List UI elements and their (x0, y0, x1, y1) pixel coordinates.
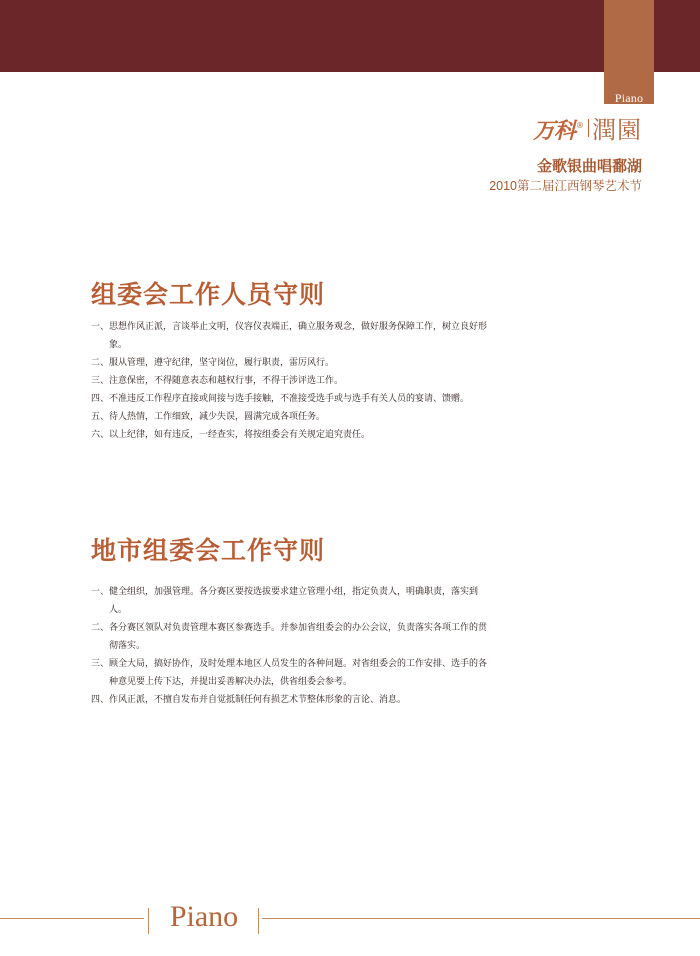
registered-mark: ® (576, 121, 584, 130)
top-banner (0, 0, 700, 72)
footer-tick-left (148, 908, 149, 934)
staff-rules-list (91, 318, 491, 444)
footer-tick-right (258, 908, 259, 934)
rule-item: 二、各分赛区领队对负责管理本赛区参赛选手。并参加省组委会的办公会议，负责落实各项工作的贯彻落实。 (91, 623, 488, 651)
rule-item: 一、思想作风正派，言谈举止文明，仪容仪表端正，确立服务观念，做好服务保障工作，树立良好形象。 (91, 322, 488, 350)
footer-piano-label: Piano (169, 900, 239, 933)
rule-item: 二、服从管理，遵守纪律，坚守岗位，履行职责，雷厉风行。 (91, 358, 335, 368)
runyuan-logo-text: 潤園 (592, 116, 642, 144)
rule-item: 一、健全组织，加强管理。各分赛区要按选拔要求建立管理小组，指定负责人，明确职责，落实到人。 (91, 587, 479, 615)
rule-item: 三、注意保密，不得随意表态和越权行事，不得干涉评选工作。 (91, 376, 344, 386)
city-rules-list (91, 583, 491, 709)
footer-rule-right (262, 918, 700, 919)
vanke-runyuan-logo (533, 110, 642, 145)
rule-item: 四、不准违反工作程序直接或间接与选手接触，不准接受选手或与选手有关人员的宴请、馈赠。 (91, 394, 470, 404)
section-title-city-rules: 地市组委会工作守则 (91, 536, 326, 565)
logo-divider (588, 119, 589, 137)
section-title-staff-rules: 组委会工作人员守则 (91, 280, 326, 309)
piano-tab-label: Piano (614, 91, 644, 105)
rule-item: 四、作风正派，不擅自发布并自觉抵制任何有损艺术节整体形象的言论、消息。 (91, 695, 407, 705)
rule-item: 五、待人热情，工作细致，减少失误，圆满完成各项任务。 (91, 412, 326, 422)
festival-name: 2010第二届江西钢琴艺术节 (489, 179, 642, 193)
footer-rule-left (0, 918, 144, 919)
rule-item: 六、以上纪律，如有违反，一经查实，将按组委会有关规定追究责任。 (91, 430, 371, 440)
vanke-logo-text: 万科 (532, 118, 575, 143)
festival-slogan: 金歌银曲唱鄱湖 (536, 157, 642, 175)
piano-tab (604, 0, 654, 104)
rule-item: 三、顾全大局，搞好协作，及时处理本地区人员发生的各种问题。对省组委会的工作安排、选手的各种意见要上传下达，并提出妥善解决办法，供省组委会参考。 (91, 659, 488, 687)
